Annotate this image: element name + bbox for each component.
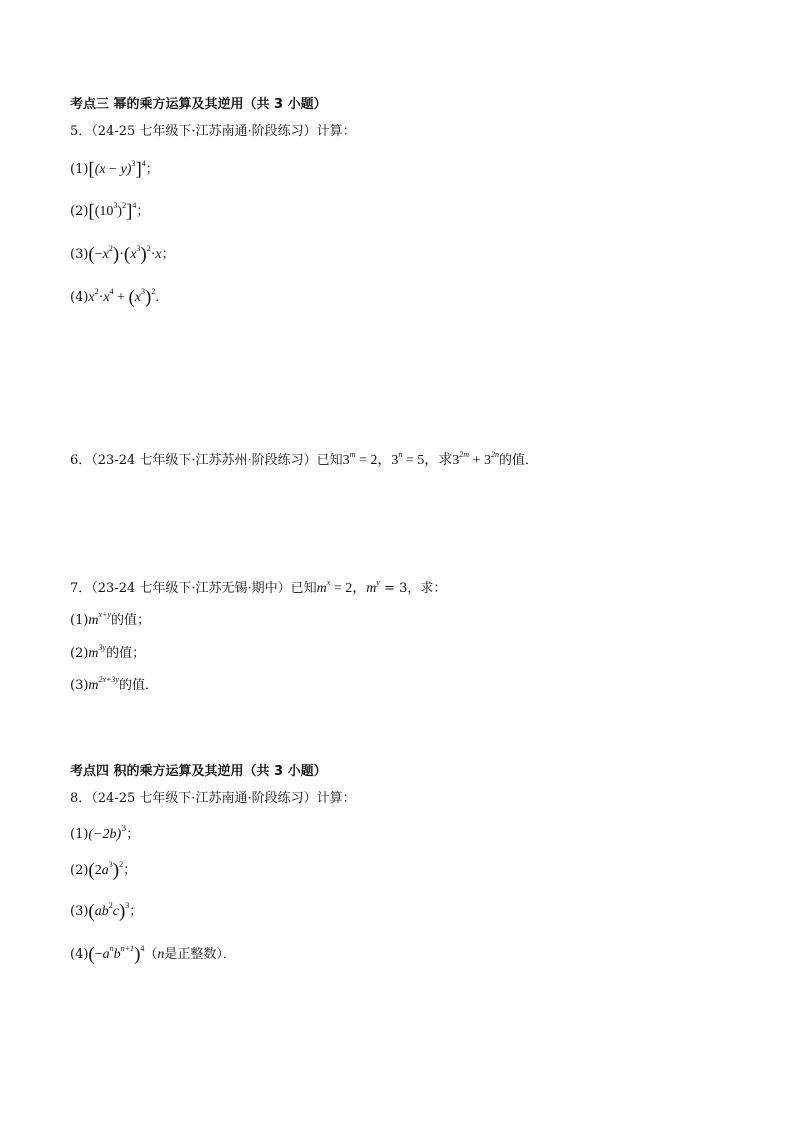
question-7-item-2: $(2)m^{3y}$的值；	[70, 643, 146, 661]
section-heading-3: 考点三 幂的乘方运算及其逆用（共 3 小题）	[70, 97, 327, 112]
question-7-item-1: $(1)m^{x+y}$的值；	[70, 610, 151, 628]
question-5-header: 5．（24-25 七年级下·江苏南通·阶段练习）计算：	[70, 124, 356, 139]
question-7-item-3: $(3)m^{2x+3y}$的值．	[70, 675, 159, 693]
question-5-item-4: $(4)x^2\cdot x^4 + (x^3)^2$．	[70, 287, 169, 308]
section-heading-4: 考点四 积的乘方运算及其逆用（共 3 小题）	[70, 764, 327, 779]
question-8-item-1: $(1)(-2b)^3$；	[70, 824, 140, 842]
question-7-header: 7．（23-24 七年级下·江苏无锡·期中）已知$m^x = 2$，$m^y = 3$，求：	[70, 578, 447, 596]
question-8-item-2: $(2)(2a^3)^2$；	[70, 860, 137, 881]
question-8-item-4: $(4)(-a^nb^{n+1})^4(n$是正整数）．	[70, 944, 236, 965]
question-8-item-3: $(3)(ab^2c)^3$；	[70, 901, 143, 922]
question-5-item-1: $(1)[(x - y)^3]^4$；	[70, 159, 159, 180]
question-5-item-3: $(3)(-x^2)\cdot(x^3)^2\cdot x$；	[70, 244, 175, 265]
question-6: 6．（23-24 七年级下·江苏苏州·阶段练习）已知$3^m = 2$，$3^n = 5$，求$3^{2m} + 3^{2n}$的值．	[70, 450, 538, 468]
question-8-header: 8．（24-25 七年级下·江苏南通·阶段练习）计算：	[70, 791, 356, 806]
question-5-item-2: $(2)[(10^3)^2]^4$；	[70, 201, 150, 222]
